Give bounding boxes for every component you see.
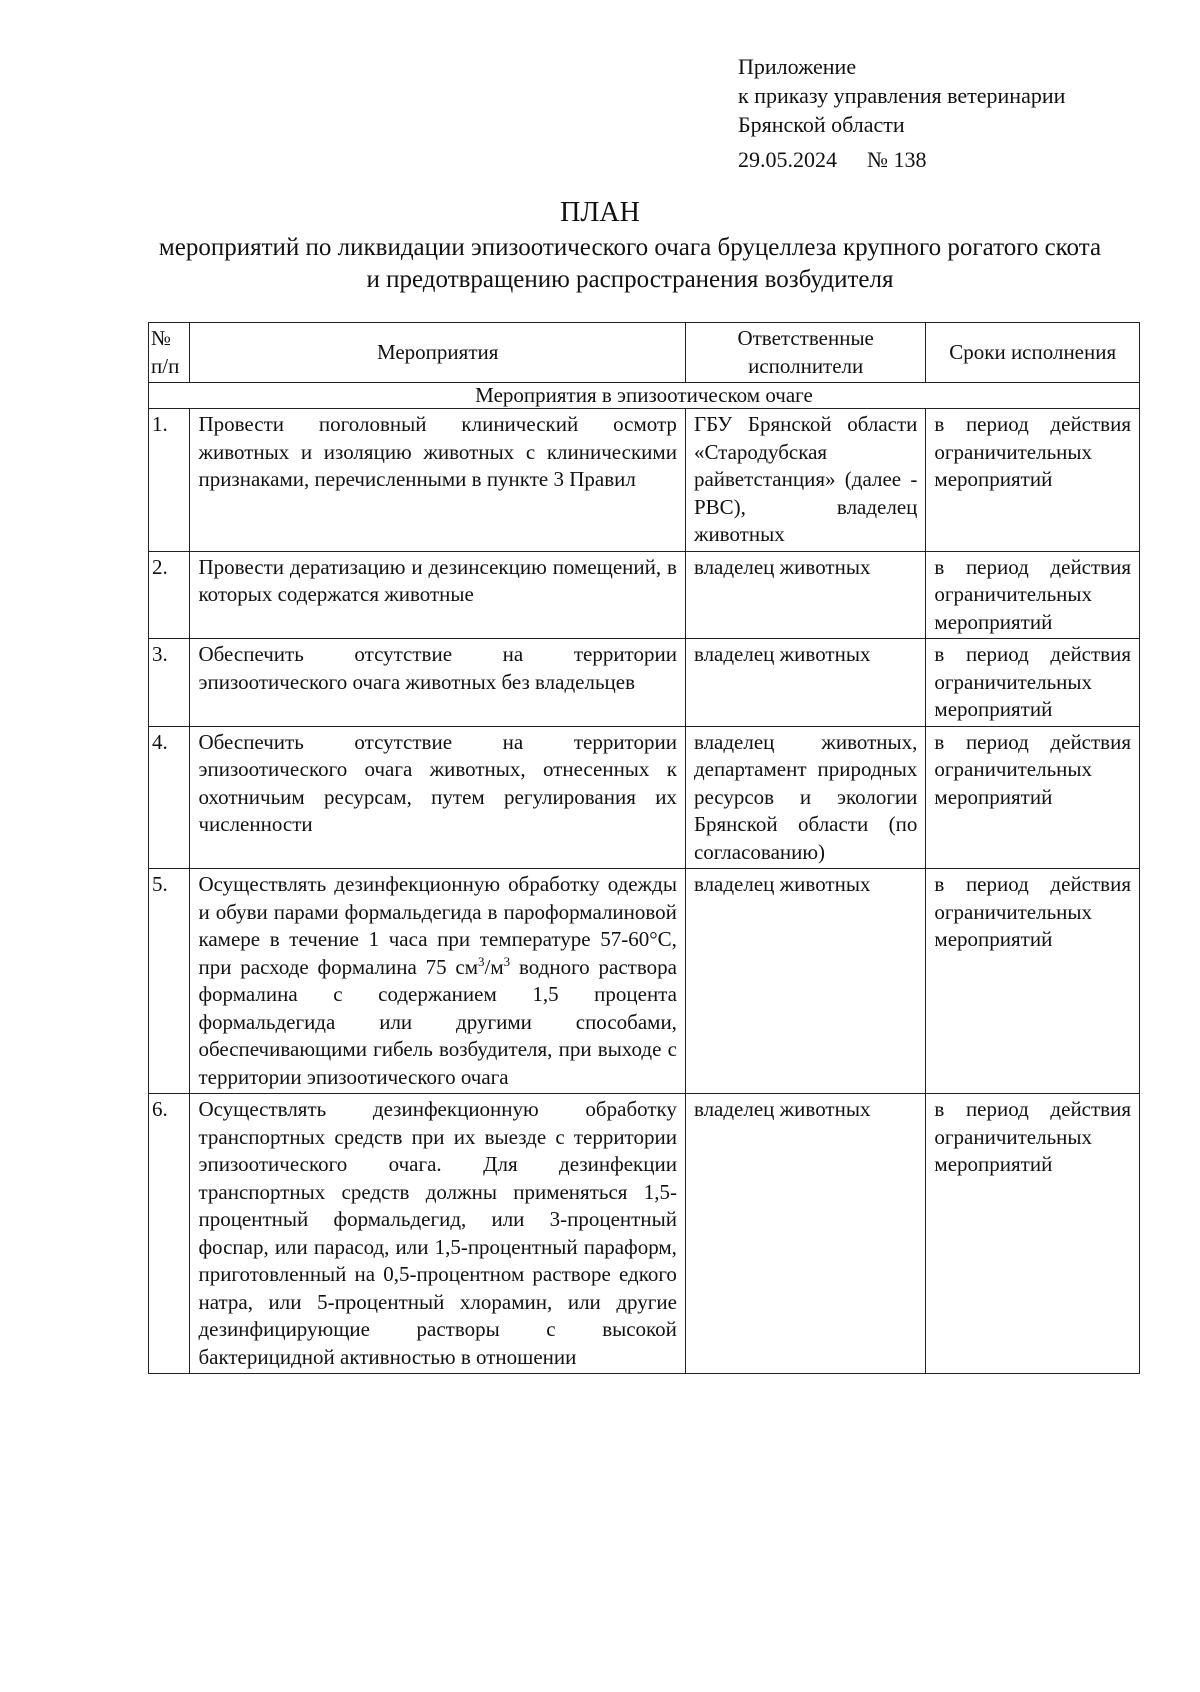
row-num: 3. <box>149 639 190 727</box>
table-row <box>149 639 1140 727</box>
document-title: ПЛАН <box>560 197 640 228</box>
row-num: 1. <box>149 409 190 552</box>
table-row <box>149 409 1140 552</box>
row-activity <box>190 869 685 1094</box>
appendix-line-1: Приложение <box>738 54 857 79</box>
row-activity-part-b: /м <box>484 954 504 979</box>
header-terms: Сроки исполнения <box>926 323 1140 383</box>
superscript-3: 3 <box>503 953 511 969</box>
row-responsible: владелец животных <box>685 551 925 639</box>
row-activity: Обеспечить отсутствие на территории эпизоотического очага животных без владельцев <box>190 639 685 727</box>
row-activity: Провести дератизацию и дезинсекцию помещений, в которых содержатся животные <box>190 551 685 639</box>
appendix-block <box>738 52 1065 174</box>
document-subtitle: мероприятий по ликвидации эпизоотического очага бруцеллеза крупного рогатого скота и предотвращению распространения возбудителя <box>158 234 1102 293</box>
header-responsible: Ответственные исполнители <box>685 323 925 383</box>
header-num: № п/п <box>149 323 190 383</box>
header-activity: Мероприятия <box>190 323 685 383</box>
table-row <box>149 726 1140 869</box>
row-terms: в период действия ограничительных мероприятий <box>926 1094 1140 1374</box>
row-num: 5. <box>149 869 190 1094</box>
table-row <box>149 551 1140 639</box>
row-responsible: владелец животных <box>685 639 925 727</box>
row-responsible: владелец животных <box>685 1094 925 1374</box>
row-activity: Обеспечить отсутствие на территории эпизоотического очага животных, отнесенных к охотничьим ресурсам, путем регулирования их численности <box>190 726 685 869</box>
plan-table <box>148 322 1140 1374</box>
row-terms: в период действия ограничительных мероприятий <box>926 551 1140 639</box>
section-row <box>149 383 1140 409</box>
row-activity: Провести поголовный клинический осмотр животных и изоляцию животных с клиническими признаками, перечисленными в пункте 3 Правил <box>190 409 685 552</box>
row-activity: Осуществлять дезинфекционную обработку транспортных средств при их выезде с территории эпизоотического очага. Для дезинфекции транспортных средств должны применяться 1,5-процентный формальдегид, или 3-процентный фоспар, или парасод, или 1,5-процентный параформ, приготовленный на 0,5-процентном растворе едкого натра, или 5-процентный хлорамин, или другие дезинфицирующие растворы с высокой бактерицидной активностью в отношении <box>190 1094 685 1374</box>
table-row <box>149 869 1140 1094</box>
appendix-line-2: к приказу управления ветеринарии <box>738 83 1066 108</box>
order-number: № 138 <box>867 147 927 172</box>
row-responsible: владелец животных, департамент природных ресурсов и экологии Брянской области (по согласованию) <box>685 726 925 869</box>
order-date: 29.05.2024 <box>738 147 837 172</box>
appendix-date-line <box>738 145 1065 174</box>
row-terms: в период действия ограничительных мероприятий <box>926 639 1140 727</box>
row-activity-part-c: водного раствора формалина с содержанием 1,5 процента формальдегида или другими способами, обеспечивающими гибель возбудителя, при выходе с территории эпизоотического очага <box>198 954 677 1089</box>
row-num: 2. <box>149 551 190 639</box>
row-terms: в период действия ограничительных мероприятий <box>926 726 1140 869</box>
appendix-line-3: Брянской области <box>738 112 905 137</box>
table-row <box>149 1094 1140 1374</box>
row-terms: в период действия ограничительных мероприятий <box>926 409 1140 552</box>
row-responsible: ГБУ Брянской области «Стародубская райветстанция» (далее - РВС), владелец животных <box>685 409 925 552</box>
row-terms: в период действия ограничительных мероприятий <box>926 869 1140 1094</box>
row-num: 6. <box>149 1094 190 1374</box>
row-num: 4. <box>149 726 190 869</box>
row-activity-part-a: Осуществлять дезинфекционную обработку одежды и обуви парами формальдегида в пароформалиновой камере в течение 1 часа при температуре 57-60°С, при расходе формалина 75 см <box>198 872 677 979</box>
row-responsible: владелец животных <box>685 869 925 1094</box>
superscript-3: 3 <box>478 953 485 969</box>
table-header-row <box>149 323 1140 383</box>
section-title: Мероприятия в эпизоотическом очаге <box>149 383 1140 409</box>
